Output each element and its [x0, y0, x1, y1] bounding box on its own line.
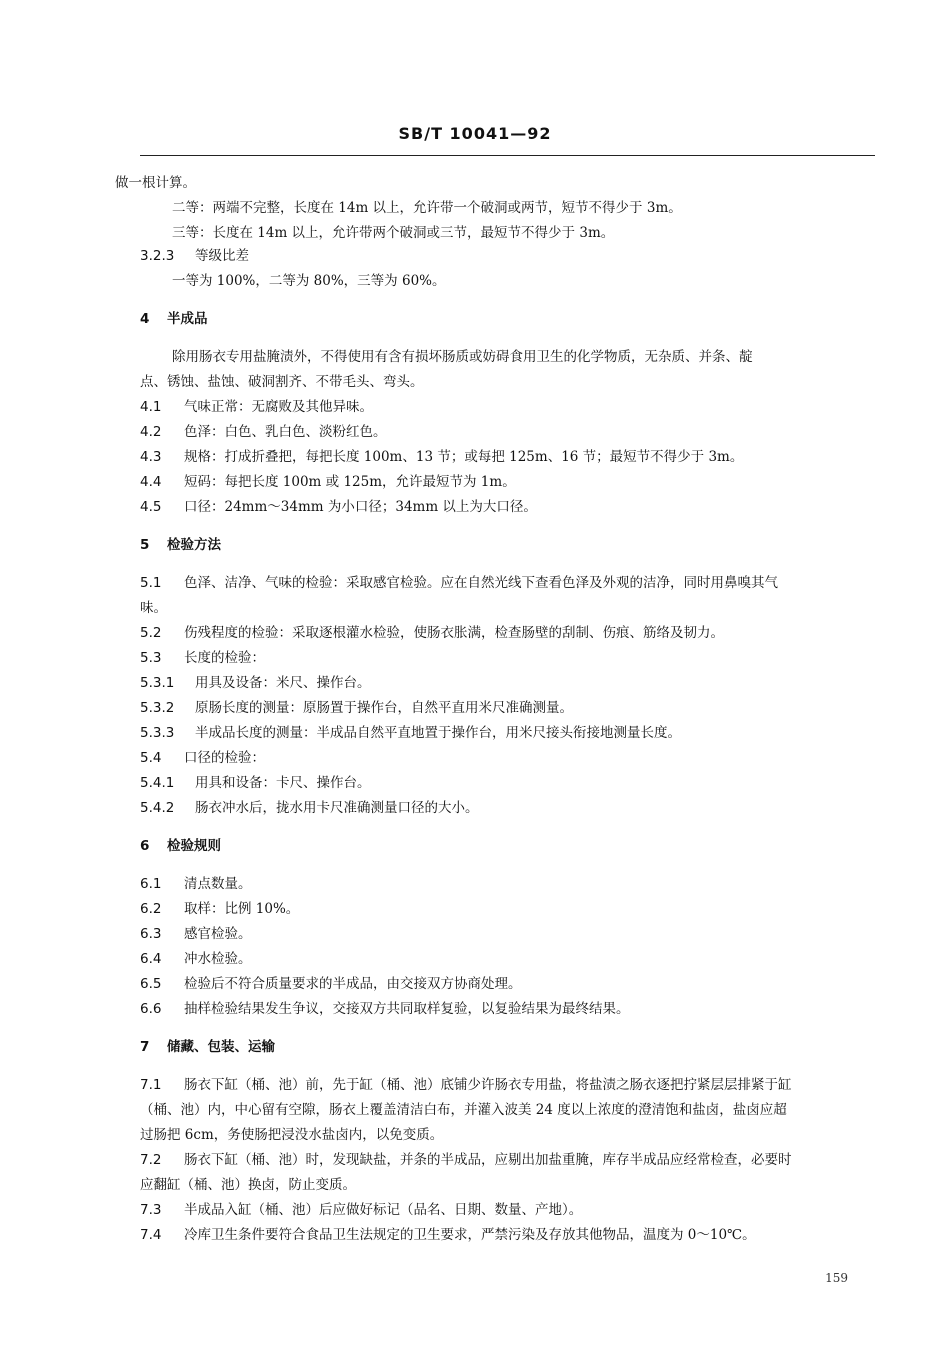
clause-line: 4.2 色泽：白色、乳白色、淡粉红色。 — [140, 424, 387, 440]
paragraph-line: 除用肠衣专用盐腌渍外，不得使用有含有损坏肠质或妨碍食用卫生的化学物质，无杂质、并条、靛 — [172, 349, 753, 365]
paragraph-line: （桶、池）内，中心留有空隙，肠衣上覆盖清洁白布，并灌入波美 24 度以上浓度的澄清饱和盐卤，盐卤应超 — [140, 1102, 787, 1118]
clause-line: 6.4 冲水检验。 — [140, 951, 252, 967]
clause-line: 6.5 检验后不符合质量要求的半成品，由交接双方协商处理。 — [140, 976, 522, 992]
clause-line: 5.2 伤残程度的检验：采取逐根灌水检验，使肠衣胀满，检查肠壁的刮制、伤痕、筋络及韧力。 — [140, 625, 724, 641]
text-line: 二等：两端不完整，长度在 14m 以上，允许带一个破洞或两节，短节不得少于 3m。 — [172, 200, 682, 216]
clause-line: 6.2 取样：比例 10%。 — [140, 901, 300, 917]
section-heading: 6 检验规则 — [140, 838, 221, 854]
header-rule — [140, 155, 875, 156]
clause-line: 6.1 清点数量。 — [140, 876, 252, 892]
clause-line: 7.1 肠衣下缸（桶、池）前，先于缸（桶、池）底铺少许肠衣专用盐，将盐渍之肠衣逐把拧紧层层排紧于缸 — [140, 1077, 792, 1093]
clause-line: 3.2.3 等级比差 — [140, 248, 249, 264]
clause-line: 6.3 感官检验。 — [140, 926, 252, 942]
clause-line: 4.1 气味正常：无腐败及其他异味。 — [140, 399, 373, 415]
text-line: 味。 — [140, 600, 167, 616]
clause-line: 6.6 抽样检验结果发生争议，交接双方共同取样复验，以复验结果为最终结果。 — [140, 1001, 630, 1017]
paragraph-line: 过肠把 6cm，务使肠把浸没水盐卤内，以免变质。 — [140, 1127, 444, 1143]
clause-line: 5.3.2 原肠长度的测量：原肠置于操作台，自然平直用米尺准确测量。 — [140, 700, 573, 716]
clause-line: 5.3.3 半成品长度的测量：半成品自然平直地置于操作台，用米尺接头衔接地测量长度。 — [140, 725, 681, 741]
clause-line: 7.3 半成品入缸（桶、池）后应做好标记（品名、日期、数量、产地）。 — [140, 1202, 583, 1218]
clause-line: 4.3 规格：打成折叠把，每把长度 100m、13 节；或每把 125m、16 节；最短节不得少于 3m。 — [140, 449, 744, 465]
clause-line: 5.3 长度的检验： — [140, 650, 265, 666]
clause-line: 4.5 口径：24mm～34mm 为小口径；34mm 以上为大口径。 — [140, 499, 537, 515]
clause-line: 5.3.1 用具及设备：米尺、操作台。 — [140, 675, 371, 691]
clause-line: 7.2 肠衣下缸（桶、池）时，发现缺盐，并条的半成品，应剔出加盐重腌，库存半成品应经常检查，必要时 — [140, 1152, 792, 1168]
text-line: 三等：长度在 14m 以上，允许带两个破洞或三节，最短节不得少于 3m。 — [172, 225, 615, 241]
clause-line: 5.4.1 用具和设备：卡尺、操作台。 — [140, 775, 371, 791]
section-heading: 5 检验方法 — [140, 537, 221, 553]
paragraph-line: 点、锈蚀、盐蚀、破洞割齐、不带毛头、弯头。 — [140, 374, 424, 390]
section-heading: 7 储藏、包装、运输 — [140, 1039, 275, 1055]
section-heading: 4 半成品 — [140, 311, 208, 327]
clause-line: 5.4.2 肠衣冲水后，拢水用卡尺准确测量口径的大小。 — [140, 800, 479, 816]
clause-line: 7.4 冷库卫生条件要符合食品卫生法规定的卫生要求，严禁污染及存放其他物品，温度为 0～10℃。 — [140, 1227, 756, 1243]
page-number: 159 — [825, 1271, 848, 1285]
text-line: 一等为 100%，二等为 80%，三等为 60%。 — [172, 273, 446, 289]
clause-line: 5.1 色泽、洁净、气味的检验：采取感官检验。应在自然光线下查看色泽及外观的洁净，同时用鼻嗅其气 — [140, 575, 778, 591]
text-line: 做一根计算。 — [115, 175, 196, 191]
clause-line: 4.4 短码：每把长度 100m 或 125m，允许最短节为 1m。 — [140, 474, 516, 490]
paragraph-line: 应翻缸（桶、池）换卤，防止变质。 — [140, 1177, 356, 1193]
clause-line: 5.4 口径的检验： — [140, 750, 265, 766]
standard-code-header: SB/T 10041—92 — [398, 124, 552, 143]
